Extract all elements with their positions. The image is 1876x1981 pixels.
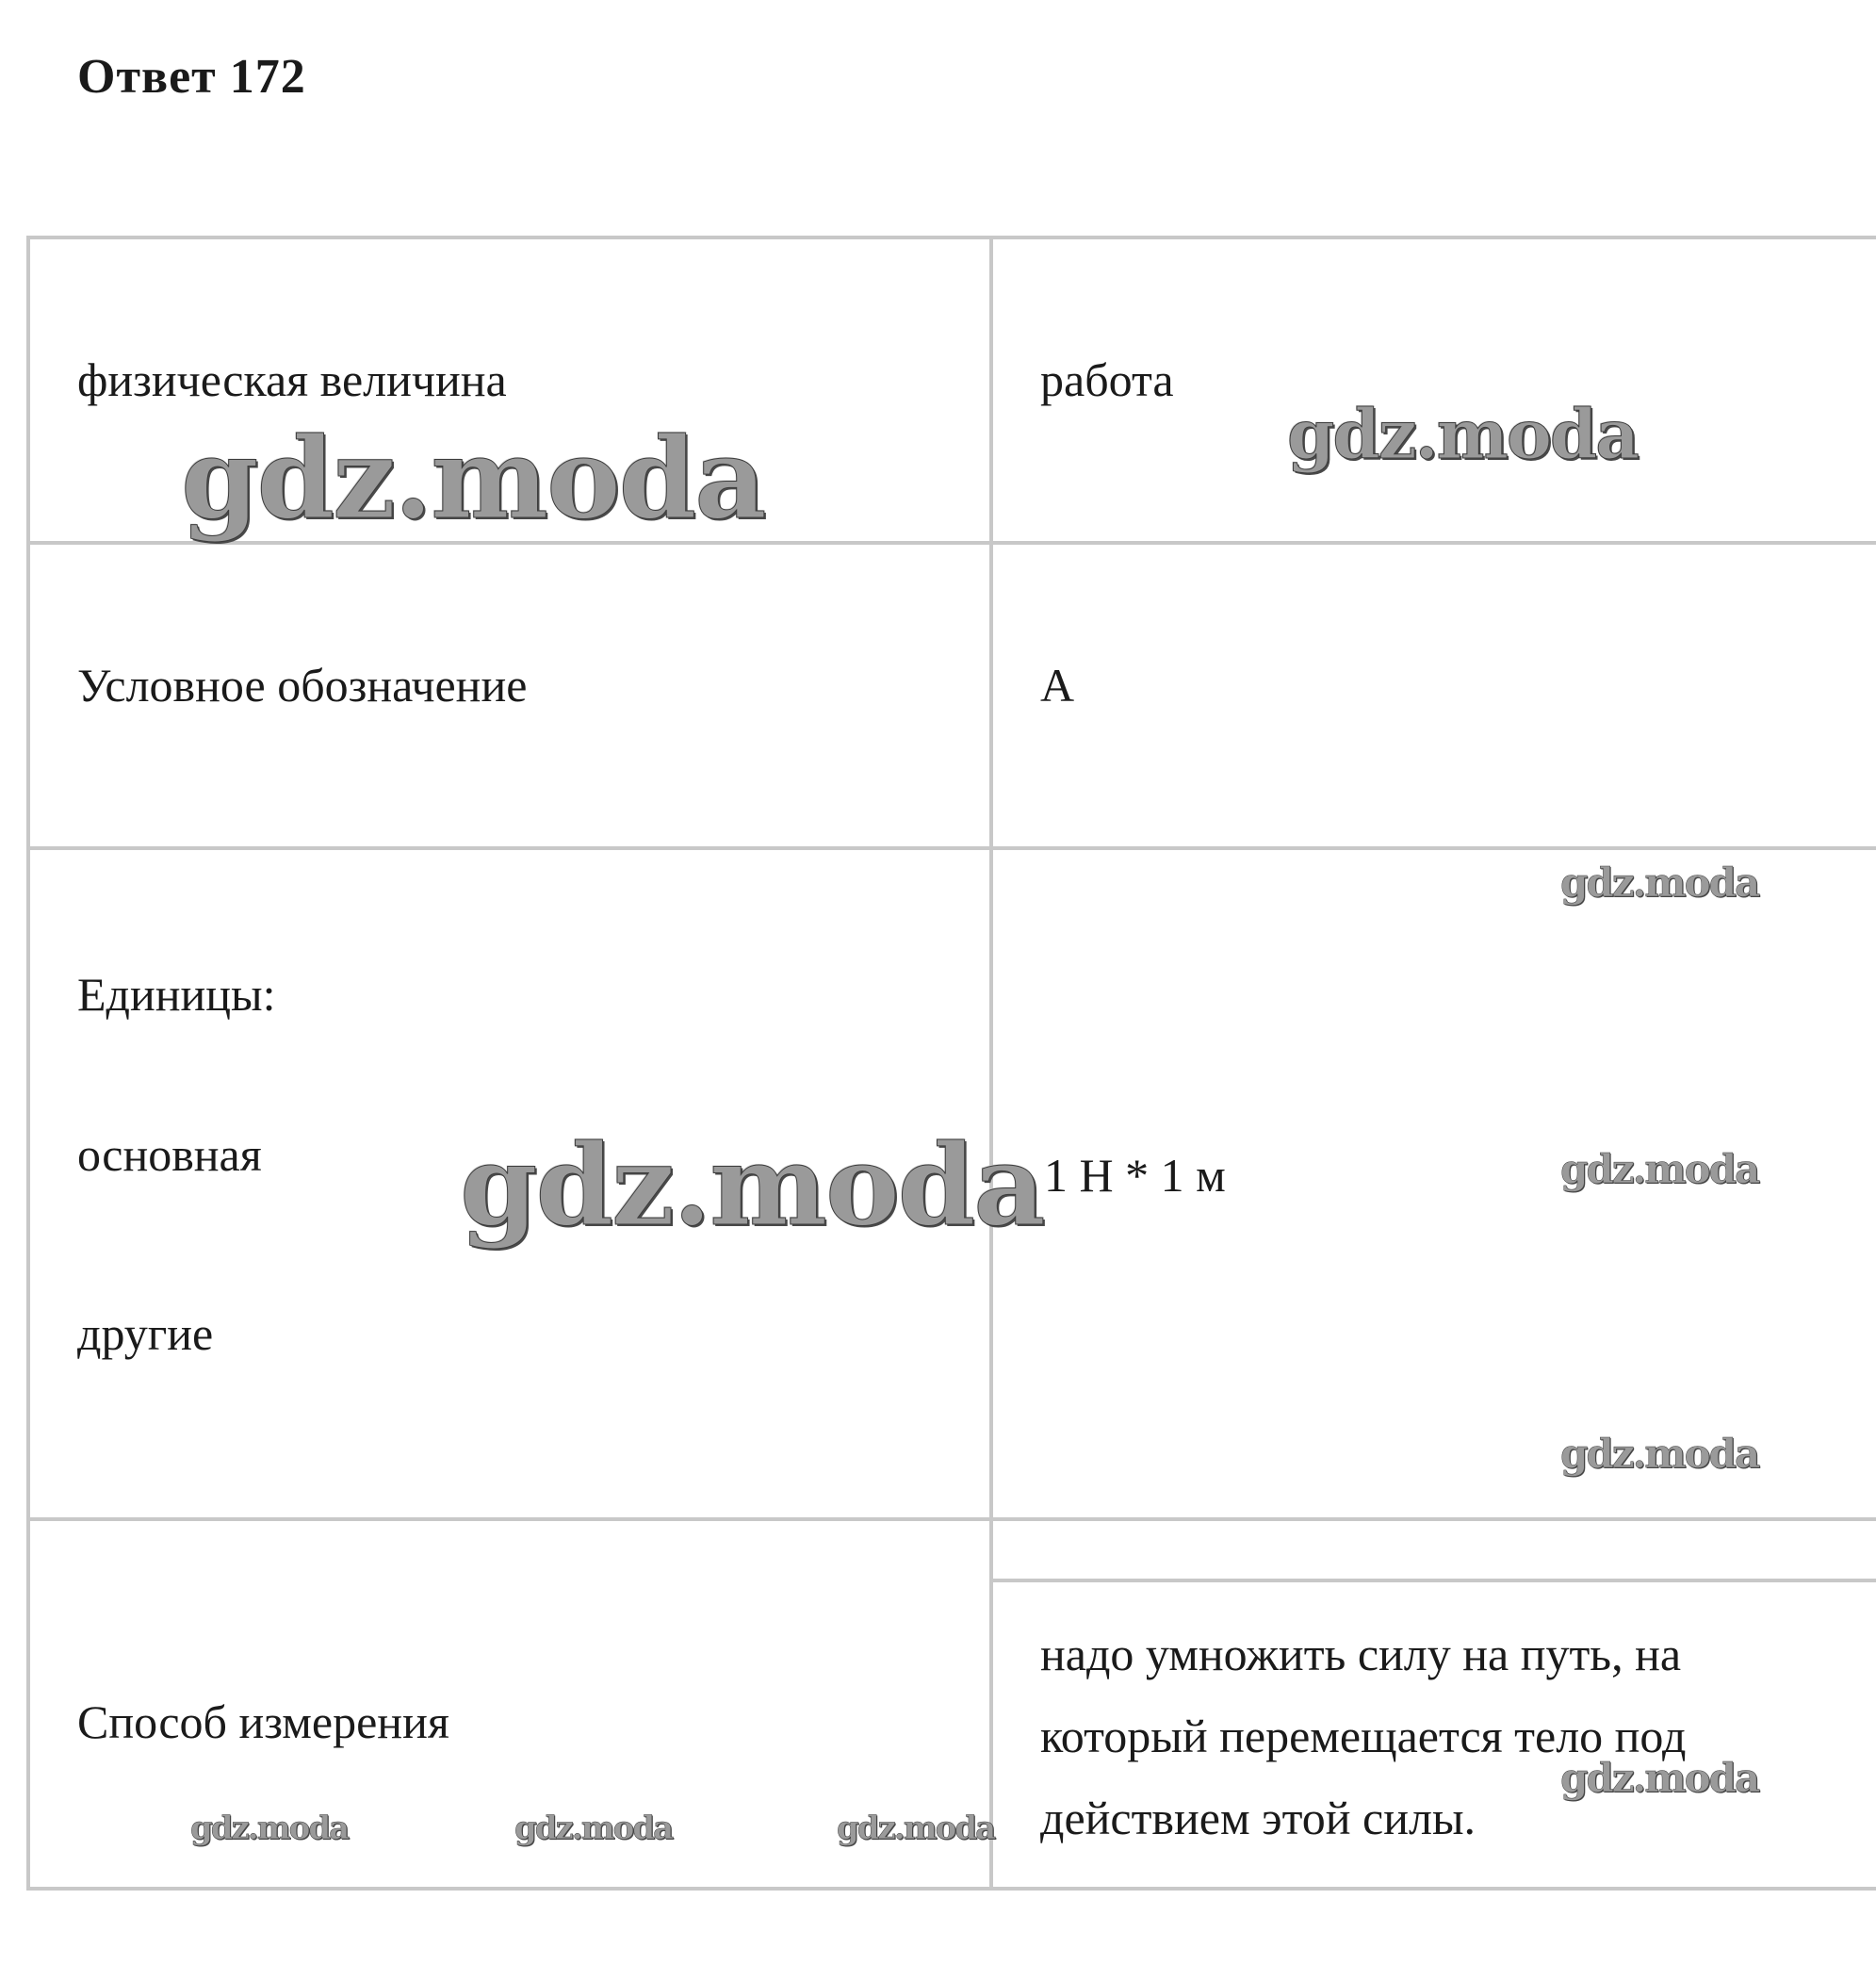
label-measurement-method: Способ измерения: [77, 1695, 449, 1748]
watermark-logo: gdz.moda: [181, 413, 765, 544]
watermark-logo: gdz.moda: [1560, 1431, 1759, 1477]
label-physical-quantity: физическая величина: [77, 353, 507, 406]
watermark-logo: gdz.moda: [837, 1809, 995, 1847]
method-line-3: действием этой силы.: [1040, 1792, 1476, 1844]
value-physical-quantity: работа: [1040, 353, 1174, 406]
value-units: 1 Н * 1 м: [1044, 1149, 1226, 1202]
label-symbol: Условное обозначение: [77, 659, 528, 712]
row-divider-3: [26, 1517, 1876, 1521]
watermark-logo: gdz.moda: [514, 1809, 673, 1847]
watermark-logo: gdz.moda: [460, 1120, 1044, 1251]
label-units: Единицы:: [77, 968, 276, 1021]
method-line-2: который перемещается тело под: [1040, 1710, 1687, 1762]
inner-divider: [989, 1579, 1876, 1582]
method-line-1: надо умножить силу на путь, на: [1040, 1628, 1682, 1680]
label-units-other: другие: [77, 1307, 214, 1360]
watermark-logo: gdz.moda: [190, 1809, 349, 1847]
watermark-logo: gdz.moda: [1560, 860, 1759, 906]
watermark-logo: gdz.moda: [1560, 1146, 1759, 1192]
watermark-logo: gdz.moda: [1560, 1755, 1759, 1801]
value-symbol: А: [1040, 659, 1075, 712]
table-border-top: [26, 236, 1876, 239]
table-border-bottom: [26, 1887, 1876, 1891]
column-divider: [989, 236, 993, 1891]
value-measurement-method: [1040, 1613, 1686, 1859]
row-divider-2: [26, 846, 1876, 850]
table-border-left: [26, 236, 30, 1891]
watermark-logo: gdz.moda: [1287, 394, 1638, 474]
label-units-main: основная: [77, 1128, 262, 1181]
page-title: Ответ 172: [77, 50, 306, 104]
